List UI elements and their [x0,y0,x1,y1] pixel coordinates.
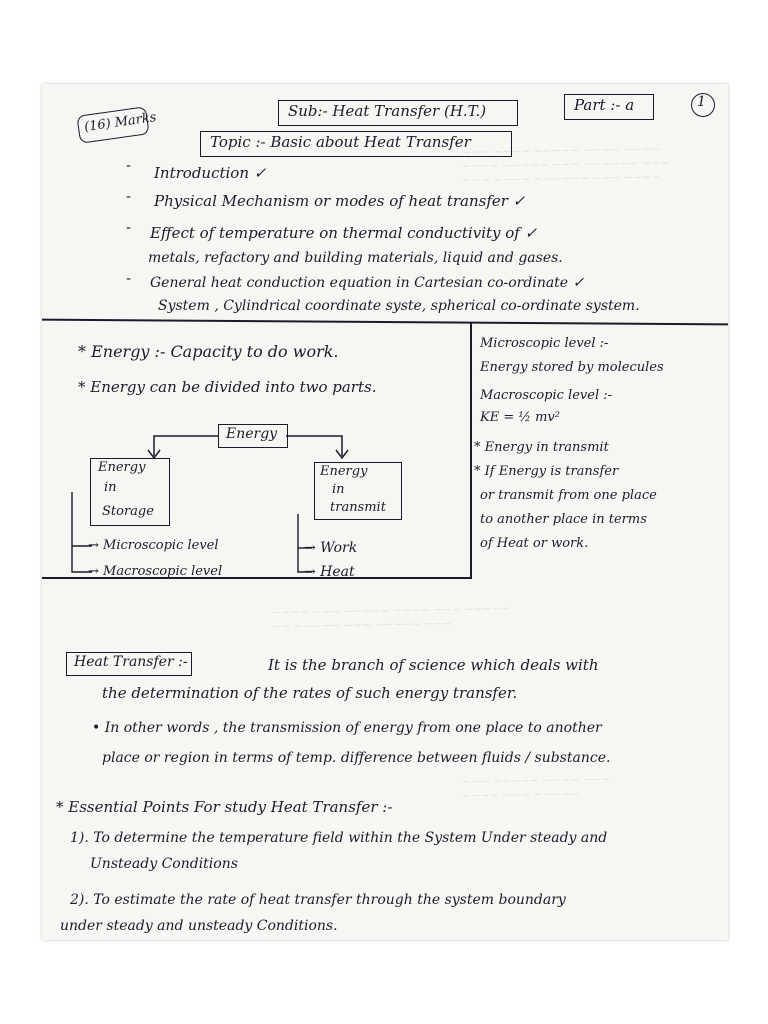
page-number: 1 [697,94,706,110]
side-note: Microscopic level :- [480,336,609,351]
storage-box-line: Energy [98,460,146,475]
topic-title: Topic :- Basic about Heat Transfer [210,133,471,151]
storage-item: → Macroscopic level [88,564,223,579]
topic-item: Introduction ✓ [154,164,267,182]
heat-transfer-line: • In other words , the transmission of energy from one place to another [92,720,602,736]
transit-box-line: Energy [320,464,368,479]
essential-point: under steady and unsteady Conditions. [60,918,338,934]
side-note: Macroscopic level :- [480,388,613,403]
bleed-through-text: ~~~~ ~~~ ~~~~~ ~~~~ ~~~ ~~~~~ ~~ ~~~~~ ~~~ ~~~~~ ~~~ [271,601,511,634]
essential-point: Unsteady Conditions [90,856,238,872]
topic-item: Effect of temperature on thermal conductivity of ✓ [150,224,538,242]
topic-item: metals, refactory and building materials, liquid and gases. [148,250,563,266]
topic-item: General heat conduction equation in Cartesian co-ordinate ✓ [150,275,585,291]
bullet-dash: - [126,187,132,205]
side-note: KE = ½ mv² [480,410,560,425]
part-label: Part :- a [574,96,635,114]
side-note: or transmit from one place [480,488,657,503]
subject-title: Sub:- Heat Transfer (H.T.) [288,102,487,120]
heat-transfer-line: the determination of the rates of such energy transfer. [102,684,518,702]
storage-box-line: in [104,480,117,495]
transit-box-line: transmit [330,500,386,515]
heat-transfer-line: It is the branch of science which deals with [268,656,599,674]
energy-definition: * Energy :- Capacity to do work. [78,342,339,361]
storage-box-line: Storage [102,504,154,519]
side-note: * If Energy is transfer [474,464,619,479]
topic-item: System , Cylindrical coordinate syste, spherical co-ordinate system. [158,298,640,314]
topic-item: Physical Mechanism or modes of heat transfer ✓ [154,192,526,210]
connector-storage-items [72,492,92,572]
essential-point: 1). To determine the temperature field within the System Under steady and [70,830,608,846]
bullet-dash: - [126,218,132,236]
bleed-through-text: ~~~ ~~~~~ ~~~~ ~~~ ~~~~ ~~~ ~~~~~ [461,772,611,803]
energy-parts: * Energy can be divided into two parts. [78,378,377,396]
transit-item: → Heat [304,564,355,580]
side-note: of Heat or work. [480,536,589,551]
transit-box-line: in [332,482,345,497]
essential-heading: * Essential Points For study Heat Transfer :- [56,798,393,816]
connector-transit [286,436,342,456]
notebook-page [42,84,728,940]
marks-text: (16) Marks [83,110,158,135]
storage-item: → Microscopic level [88,538,219,553]
energy-root-label: Energy [226,426,278,442]
side-note: to another place in terms [480,512,647,527]
essential-point: 2). To estimate the rate of heat transfer through the system boundary [70,892,566,908]
connector-storage [154,436,218,456]
side-note: Energy stored by molecules [480,360,664,375]
bullet-dash: - [126,269,132,287]
bullet-dash: - [126,156,132,174]
heat-transfer-label: Heat Transfer :- [74,654,188,670]
side-note: * Energy in transmit [474,440,609,455]
heat-transfer-line: place or region in terms of temp. difference between fluids / substance. [102,750,611,766]
bleed-through-text: ~~~ ~~~~ ~~~~~ ~~~~ ~~~~ ~~~~ ~~~~~ ~~~ ~~~~~~ ~~~ ~~~ ~~~~ ~~~~~~ ~~~ ~~~~ [461,142,670,187]
transit-item: → Work [304,540,358,556]
